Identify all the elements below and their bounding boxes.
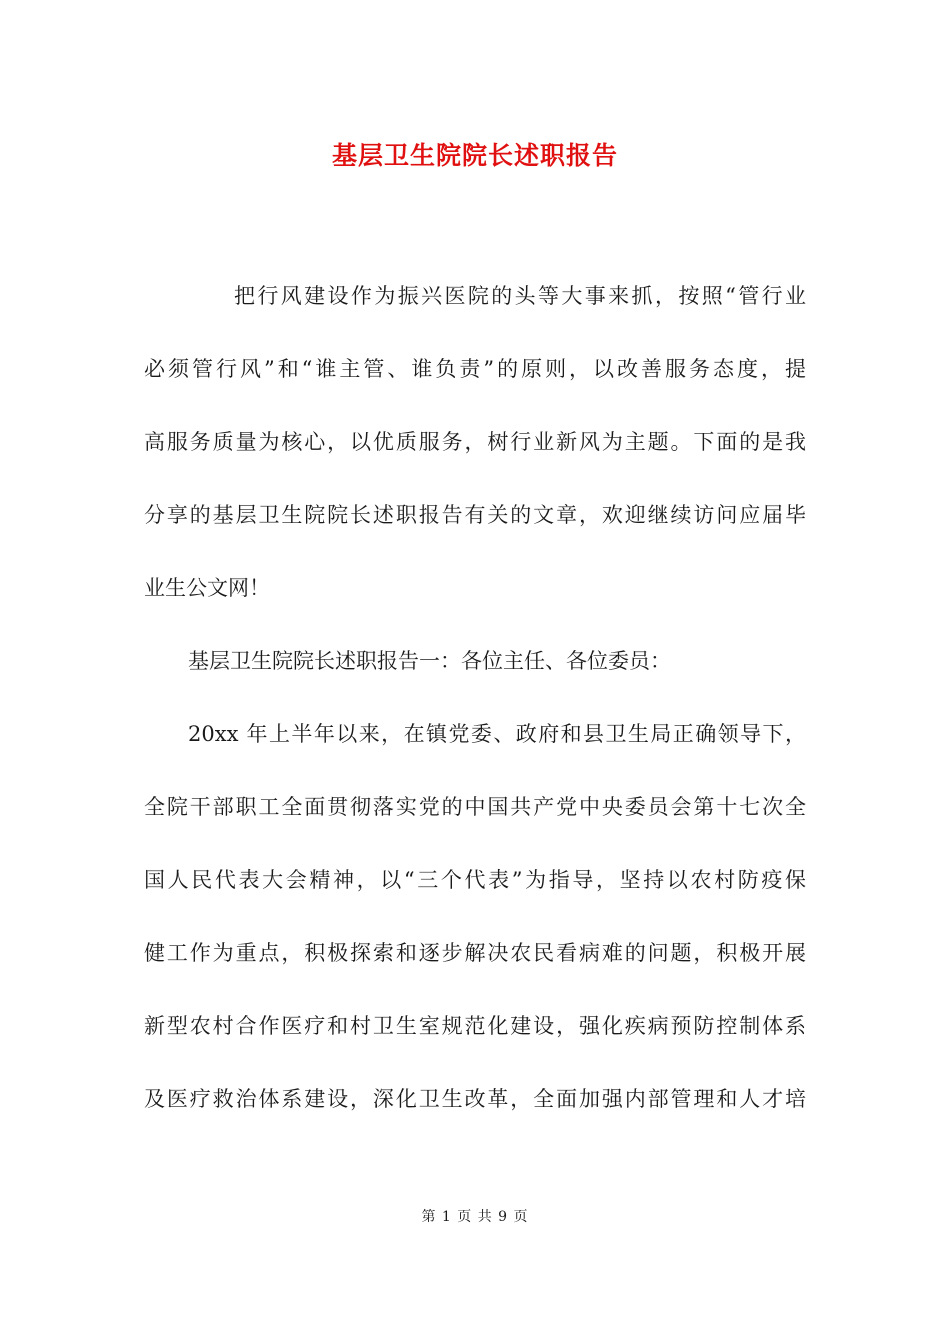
paragraph-line: 新型农村合作医疗和村卫生室规范化建设，强化疾病预防控制体系 (144, 1014, 806, 1038)
document-title: 基层卫生院院长述职报告 (331, 141, 618, 170)
paragraph-line: 及医疗救治体系建设，深化卫生改革，全面加强内部管理和人才培 (144, 1087, 806, 1111)
paragraph-line: 20xx 年上半年以来，在镇党委、政府和县卫生局正确领导下， (188, 722, 806, 746)
paragraph-line: 业生公文网！ (144, 576, 270, 600)
paragraph-line: 健工作为重点，积极探索和逐步解决农民看病难的问题，积极开展 (144, 941, 806, 965)
paragraph-line: 国人民代表大会精神，以“三个代表”为指导，坚持以农村防疫保 (144, 868, 806, 892)
paragraph-line: 高服务质量为核心，以优质服务，树行业新风为主题。下面的是我 (144, 430, 806, 454)
page-number-footer: 第 1 页 共 9 页 (421, 1209, 529, 1225)
paragraph-line: 把行风建设作为振兴医院的头等大事来抓，按照“管行业 (234, 284, 806, 308)
section-heading-line: 基层卫生院院长述职报告一：各位主任、各位委员： (188, 649, 671, 673)
paragraph-line: 全院干部职工全面贯彻落实党的中国共产党中央委员会第十七次全 (144, 795, 806, 819)
paragraph-line: 分享的基层卫生院院长述职报告有关的文章，欢迎继续访问应届毕 (144, 503, 806, 527)
paragraph-line: 必须管行风”和“谁主管、谁负责”的原则，以改善服务态度，提 (144, 357, 806, 381)
